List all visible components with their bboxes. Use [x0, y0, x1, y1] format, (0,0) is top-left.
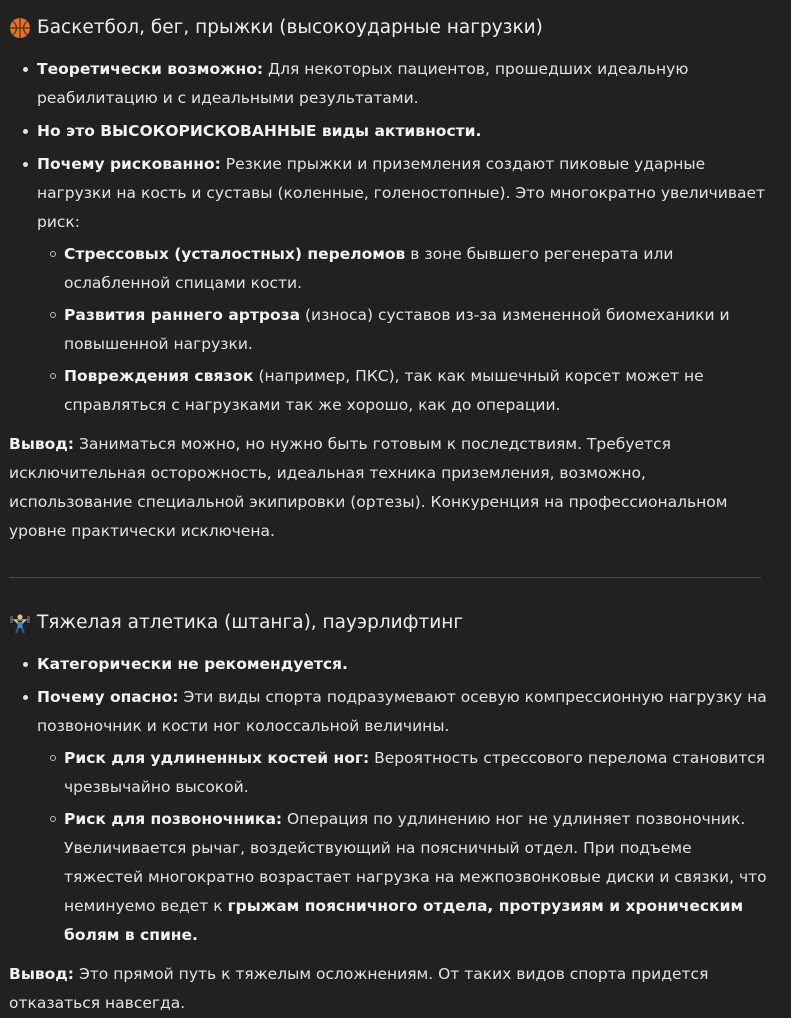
item-text: (износа) суставов из-за измененной биомеханики и повышенной нагрузки.	[64, 306, 730, 353]
conclusion-text: Заниматься можно, но нужно быть готовым к последствиям. Требуется исключительная осторожность, идеальная техника приземления, возможно, использование специальной экипировки (ортезы). Конкуренция на профессиональном уровне практически исключена.	[9, 435, 728, 540]
list-item	[9, 117, 769, 146]
bold-label: Категорически не рекомендуется.	[37, 655, 348, 673]
bold-label: Развития раннего артроза	[64, 306, 301, 324]
bullet-list	[9, 55, 769, 420]
section-heading-basketball	[9, 15, 769, 41]
conclusion-paragraph	[9, 430, 769, 546]
item-text: в зоне бывшего регенерата или ослабленной спицами кости.	[64, 245, 674, 292]
item-text: Резкие прыжки и приземления создают пиковые ударные нагрузки на кость и суставы (коленные, голеностопные). Это многократно увеличивает риск:	[37, 155, 766, 231]
section-title: Тяжелая атлетика (штанга), пауэрлифтинг	[37, 612, 464, 633]
conclusion-paragraph	[9, 960, 769, 1018]
sub-list-item	[37, 301, 769, 359]
item-text: Вероятность стрессового перелома становится чрезвычайно высокой.	[64, 749, 766, 796]
sub-list-item	[37, 805, 769, 950]
bold-label: Стрессовых (усталостных) переломов	[64, 245, 406, 263]
bold-label: грыжам поясничного отдела, протрузиям и хроническим болям в спине.	[64, 897, 744, 944]
item-text: Для некоторых пациентов, прошедших идеальную реабилитацию и с идеальными результатами.	[37, 60, 689, 107]
bold-label: Риск для позвоночника:	[64, 810, 283, 828]
bold-label: Почему опасно:	[37, 688, 179, 706]
divider	[9, 577, 761, 578]
item-text: Эти виды спорта подразумевают осевую компрессионную нагрузку на позвоночник и кости ног колоссальной величины.	[37, 688, 767, 735]
bold-label: Почему рискованно:	[37, 155, 221, 173]
section-heading-weightlifting	[9, 610, 769, 636]
sub-bullet-list	[37, 744, 769, 950]
sub-list-item	[37, 744, 769, 802]
conclusion-text: Это прямой путь к тяжелым осложнениям. От таких видов спорта придется отказаться навсегда.	[9, 965, 709, 1012]
list-item	[9, 150, 769, 420]
sub-bullet-list	[37, 240, 769, 420]
sub-list-item	[37, 362, 769, 420]
bold-label: Вывод:	[9, 965, 75, 983]
bold-label: Теоретически возможно:	[37, 60, 264, 78]
bold-label: Повреждения связок	[64, 367, 254, 385]
chat-message-content	[0, 15, 769, 1018]
section-title: Баскетбол, бег, прыжки (высокоударные нагрузки)	[37, 17, 543, 38]
bold-label: Риск для удлиненных костей ног:	[64, 749, 370, 767]
basketball-icon	[9, 17, 31, 39]
weightlifter-icon	[9, 612, 31, 634]
list-item	[9, 650, 769, 679]
bullet-list	[9, 650, 769, 950]
list-item	[9, 683, 769, 950]
list-item	[9, 55, 769, 113]
item-text: Операция по удлинению ног не удлиняет позвоночник. Увеличивается рычаг, воздействующий на поясничный отдел. При подъеме тяжестей многократно возрастает нагрузка на межпозвонковые диски и связки, что неминуемо ведет к	[64, 810, 767, 915]
bold-label: Вывод:	[9, 435, 75, 453]
bold-label: Но это ВЫСОКОРИСКОВАННЫЕ виды активности.	[37, 122, 482, 140]
item-text: (например, ПКС), так как мышечный корсет может не справляться с нагрузками так же хорошо, как до операции.	[64, 367, 704, 414]
sub-list-item	[37, 240, 769, 298]
